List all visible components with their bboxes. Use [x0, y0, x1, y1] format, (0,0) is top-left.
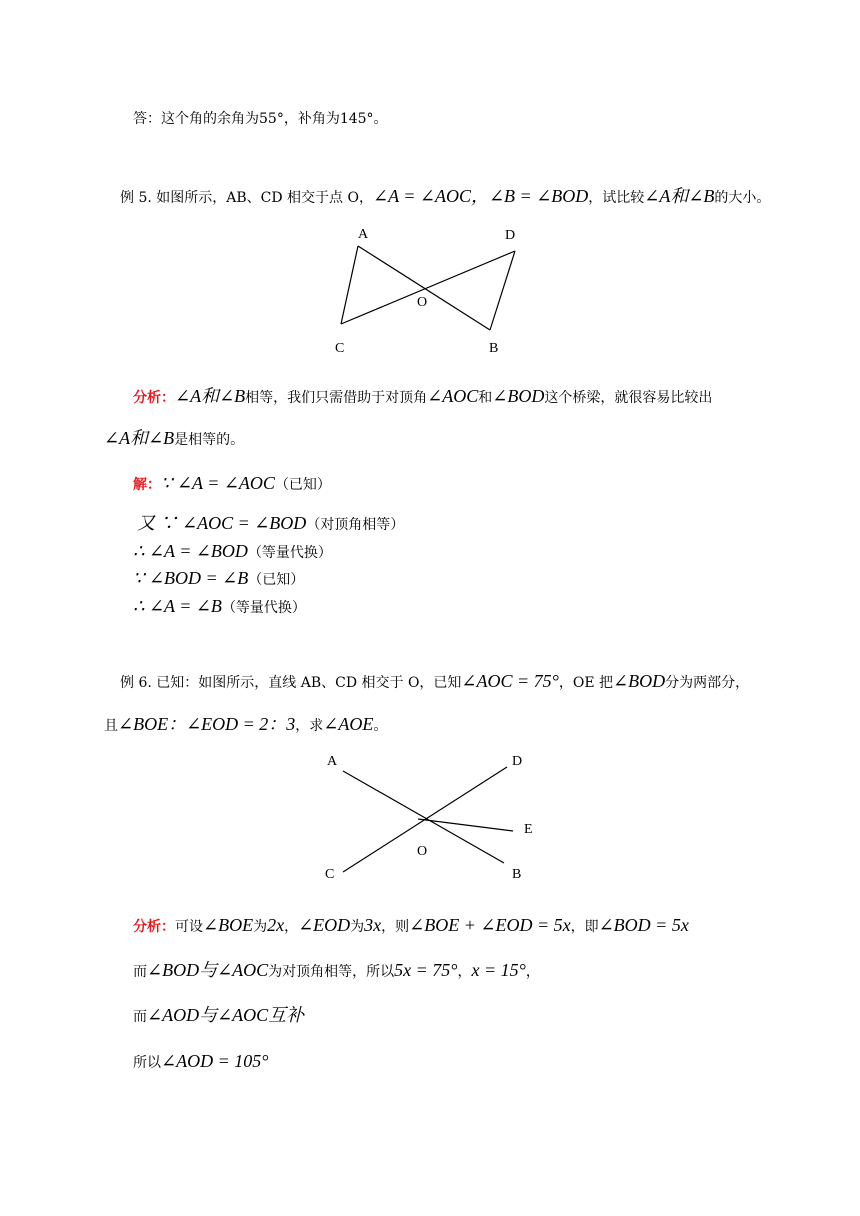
solution-step-4-math: ∵ ∠BOD = ∠B: [133, 568, 249, 588]
label-d: D: [505, 228, 516, 243]
analysis6-math-2: 2x: [267, 915, 285, 935]
analysis-math-4: ∠A和∠B: [104, 428, 175, 448]
line-d-text-1: 所以: [133, 1055, 161, 1071]
example-6-line2-pre: 且: [104, 718, 118, 734]
label-a: A: [327, 754, 338, 769]
example-5-statement: [120, 186, 770, 208]
example-6-math-3: ∠BOE：∠EOD = 2：3: [118, 714, 296, 734]
analysis6-text-1: 可设: [175, 919, 203, 935]
example-5-suffix: 的大小。: [714, 190, 771, 206]
analysis6-text-4: 为: [350, 919, 365, 935]
example-6-line-d: [133, 1051, 268, 1073]
label-b: B: [512, 867, 522, 882]
label-b: B: [489, 341, 499, 356]
solution-step-2: [137, 513, 404, 535]
example-6-line-b: [133, 960, 540, 982]
analysis6-text-2: 为: [253, 919, 268, 935]
example-5-prefix: 例 5. 如图所示，AB、CD 相交于点 O，: [120, 190, 373, 206]
line-c-text-1: 而: [133, 1009, 147, 1025]
analysis-math-2: ∠AOC: [427, 386, 479, 406]
solution-step-5-math: ∴ ∠A = ∠B: [133, 596, 222, 616]
solution-step-3: [133, 541, 332, 563]
solution-step-1-note: （已知）: [274, 477, 331, 493]
example-6-statement-line-2: [104, 714, 387, 736]
example-6-math-1: ∠AOC = 75°: [461, 671, 559, 691]
analysis-math-3: ∠BOD: [492, 386, 545, 406]
example-6-statement-line-1: [120, 671, 749, 693]
analysis-label: 分析：: [133, 390, 175, 406]
label-d: D: [512, 754, 523, 769]
label-o: O: [417, 844, 428, 859]
analysis6-math-1: ∠BOE: [203, 915, 254, 935]
example-6-prefix: 例 6. 已知：如图所示，直线 AB、CD 相交于 O，已知: [120, 675, 462, 691]
analysis6-math-6: ∠BOD = 5x: [598, 915, 689, 935]
analysis6-text-5: ，则: [381, 919, 410, 935]
example-5-analysis-line-1: [133, 386, 712, 408]
solution-step-1-math: ∵ ∠A = ∠AOC: [161, 473, 275, 493]
segment-db: [490, 251, 515, 330]
line-d-math-1: ∠AOD = 105°: [161, 1051, 269, 1071]
ray-oe: [418, 819, 513, 831]
answer-line: 答：这个角的余角为55°，补角为145°。: [133, 111, 388, 127]
analysis6-math-4: 3x: [364, 915, 382, 935]
analysis-text-3: 这个桥梁，就很容易比较出: [544, 390, 713, 406]
label-e: E: [524, 822, 533, 837]
example-5-condition: ∠A = ∠AOC，∠B = ∠BOD: [372, 186, 589, 206]
solution-step-1: [133, 473, 331, 495]
solution-step-4-note: （已知）: [248, 572, 305, 588]
example-5-mid: ，试比较: [588, 190, 645, 206]
solution-step-5-note: （等量代换）: [221, 600, 306, 616]
example-6-analysis-line-1: [133, 915, 689, 937]
segment-ac: [341, 246, 358, 324]
example-6-line2-end: 。: [373, 718, 388, 734]
analysis-text-4: 是相等的。: [174, 432, 245, 448]
solution-step-2-math: 又 ∵ ∠AOC = ∠BOD: [137, 513, 307, 533]
line-b-text-3: ，: [457, 964, 472, 980]
line-c-math-1: ∠AOD与∠AOC互补: [147, 1005, 305, 1025]
analysis-math-1: ∠A和∠B: [175, 386, 246, 406]
label-a: A: [358, 227, 369, 242]
example-5-analysis-line-2: [104, 428, 244, 450]
example-6-math-4: ∠AOE: [323, 714, 374, 734]
solution-step-3-math: ∴ ∠A = ∠BOD: [133, 541, 248, 561]
solution-step-4: [133, 568, 304, 590]
analysis-text-1: 相等，我们只需借助于对顶角: [245, 390, 428, 406]
line-ab: [343, 771, 504, 863]
analysis6-text-6: ，即: [570, 919, 599, 935]
solution-step-5: [133, 596, 306, 618]
example-5-target: ∠A和∠B: [644, 186, 715, 206]
example-6-line-c: [133, 1005, 304, 1027]
example-6-text-2: 分为两部分，: [665, 675, 750, 691]
example-6-math-2: ∠BOD: [613, 671, 666, 691]
line-b-math-2: 5x = 75°: [394, 960, 458, 980]
segment-ab: [358, 246, 490, 330]
example-6-text-1: ，OE 把: [558, 675, 614, 691]
analysis6-math-3: ∠EOD: [298, 915, 351, 935]
line-b-text-4: ，: [525, 964, 540, 980]
solution-label: 解：: [133, 477, 161, 493]
label-c: C: [335, 341, 345, 356]
line-b-math-1: ∠BOD与∠AOC: [147, 960, 269, 980]
example-6-line2-mid: ，求: [295, 718, 324, 734]
label-c: C: [325, 867, 335, 882]
analysis6-text-3: ，: [284, 919, 299, 935]
solution-step-2-note: （对顶角相等）: [306, 517, 405, 533]
line-cd: [343, 767, 507, 872]
line-b-text-1: 而: [133, 964, 147, 980]
line-b-math-3: x = 15°: [471, 960, 526, 980]
segment-cd: [341, 251, 515, 324]
solution-step-3-note: （等量代换）: [247, 545, 332, 561]
analysis6-math-5: ∠BOE + ∠EOD = 5x: [409, 915, 571, 935]
analysis-text-2: 和: [478, 390, 493, 406]
line-b-text-2: 为对顶角相等，所以: [268, 964, 395, 980]
analysis-label-6: 分析：: [133, 919, 175, 935]
label-o: O: [417, 295, 428, 310]
